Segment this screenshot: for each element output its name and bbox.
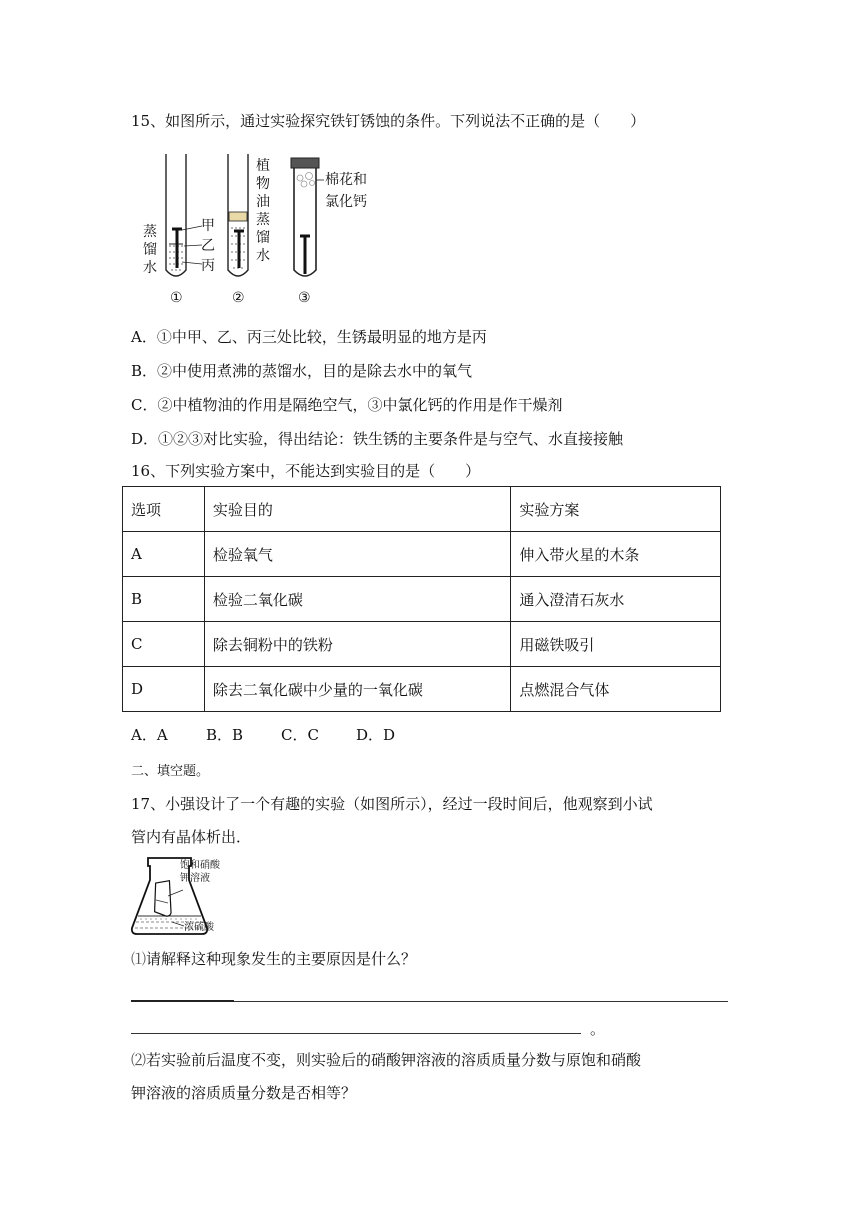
q15-option-a: A．①中甲、乙、丙三处比较，生锈最明显的地方是丙: [131, 328, 487, 346]
table-cell: B: [123, 577, 205, 622]
q16-stem: 16、下列实验方案中，不能达到实验目的是（ ）: [131, 462, 481, 480]
q17-sub1-row: [131, 948, 416, 969]
table-cell: 检验二氧化碳: [204, 577, 510, 622]
q16-table: [122, 486, 721, 712]
table-cell: D: [123, 667, 205, 712]
table-cell: C: [123, 622, 205, 667]
tube3-label-2: 氯化钙: [325, 194, 367, 210]
section-heading: 二、填空题。: [131, 764, 210, 779]
tube1-left-label-2: 馏: [143, 242, 157, 258]
sub1-number: ⑴: [131, 950, 147, 968]
tube2-label-2: 物: [256, 176, 270, 192]
tube3-label-1: 棉花和: [325, 172, 367, 188]
test-tube-3: [291, 158, 324, 276]
q17-sub1-text: 请解释这种现象发生的主要原因是什么？: [146, 950, 417, 968]
tube1-number: ①: [170, 290, 183, 306]
tube1-left-label-1: 蒸: [143, 224, 157, 240]
q17-sub2-text-line2: 钾溶液的溶质质量分数是否相等？: [131, 1084, 357, 1102]
table-row: [123, 532, 721, 577]
tube1-left-label-3: 水: [143, 260, 157, 276]
table-cell: 除去二氧化碳中少量的一氧化碳: [204, 667, 510, 712]
table-cell: 伸入带火星的木条: [511, 532, 721, 577]
tube1-label-bing: 丙: [201, 258, 215, 274]
answer-blank-line-1[interactable]: [234, 1001, 728, 1002]
table-cell: 检验氧气: [204, 532, 510, 577]
tube2-label-4: 蒸: [256, 212, 270, 228]
flask-label-top-1: 饱和硝酸: [180, 860, 220, 871]
table-cell: 用磁铁吸引: [511, 622, 721, 667]
answer-blank-start: [131, 1000, 234, 1002]
tube2-label-1: 植: [256, 158, 270, 174]
q15-stem: 15、如图所示，通过实验探究铁钉锈蚀的条件。下列说法不正确的是（ ）: [131, 112, 646, 130]
q17-stem-line2: 管内有晶体析出．: [131, 828, 252, 846]
q16-answer-c: C．C: [281, 726, 319, 744]
small-test-tube: [150, 881, 176, 919]
table-row: [123, 622, 721, 667]
q15-option-d: D．①②③对比实验，得出结论：铁生锈的主要条件是与空气、水直接接触: [131, 430, 624, 448]
sub2-number: ⑵: [131, 1051, 147, 1069]
q16-answer-d: D．D: [356, 726, 396, 744]
tube1-label-jia: 甲: [201, 218, 215, 234]
q17-stem-line1: 17、小强设计了一个有趣的实验（如图所示），经过一段时间后，他观察到小试: [131, 795, 653, 813]
q16-answer-a: A．A: [131, 726, 168, 744]
tube1-label-yi: 乙: [201, 238, 215, 254]
test-tube-1: [166, 154, 202, 276]
tube2-label-3: 油: [256, 194, 270, 210]
table-header-cell: 实验方案: [511, 487, 721, 532]
flask-label-bottom: 浓硫酸: [184, 922, 214, 933]
table-row: [123, 667, 721, 712]
flask-label-top-2: 钾溶液: [180, 873, 210, 884]
answer-blank-line-2[interactable]: [131, 1033, 581, 1034]
table-cell: 除去铜粉中的铁粉: [204, 622, 510, 667]
tube3-number: ③: [298, 290, 311, 306]
q15-figure: [138, 150, 388, 310]
q16-answer-b: B．B: [206, 726, 244, 744]
test-tube-2: [228, 154, 248, 276]
table-cell: 点燃混合气体: [511, 667, 721, 712]
table-header-row: [123, 487, 721, 532]
tube2-label-6: 水: [256, 248, 270, 264]
q15-option-c: C．②中植物油的作用是隔绝空气，③中氯化钙的作用是作干燥剂: [131, 396, 563, 414]
tube2-label-5: 馏: [256, 230, 270, 246]
q17-sub2-text-line1: 若实验前后温度不变，则实验后的硝酸钾溶液的溶质质量分数与原饱和硝酸: [146, 1051, 642, 1069]
table-header-cell: 选项: [123, 487, 205, 532]
blank-period: 。: [590, 1020, 606, 1038]
q15-option-b: B．②中使用煮沸的蒸馏水，目的是除去水中的氧气: [131, 362, 473, 380]
tube2-number: ②: [232, 290, 245, 306]
table-cell: 通入澄清石灰水: [511, 577, 721, 622]
table-row: [123, 577, 721, 622]
q17-figure: [128, 856, 238, 938]
table-cell: A: [123, 532, 205, 577]
q17-sub2-row: [131, 1049, 641, 1070]
table-header-cell: 实验目的: [204, 487, 510, 532]
